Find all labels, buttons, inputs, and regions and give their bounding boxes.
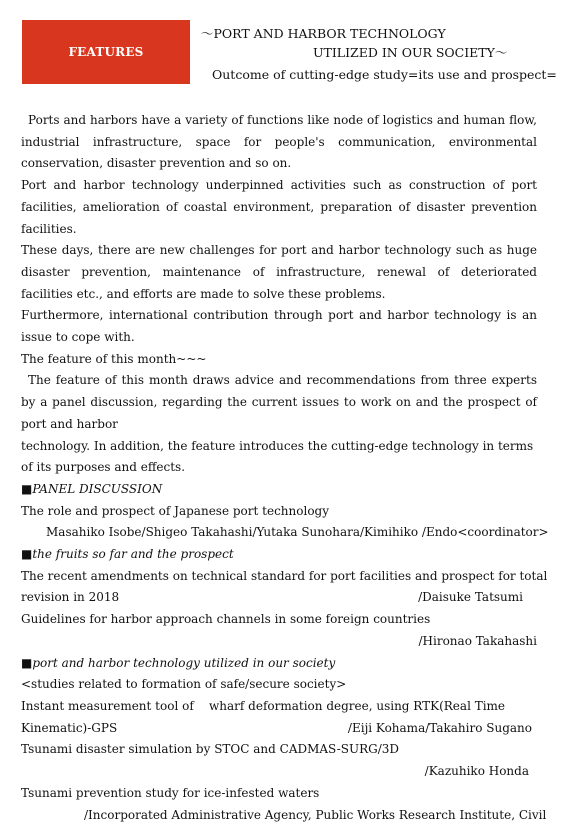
fruits-item1-author: /Daisuke Tatsumi [418,587,537,609]
feature-subtitle: Outcome of cutting-edge study=its use and prospect= [212,67,557,82]
intro-paragraph-3: These days, there are new challenges for port and harbor technology such as huge disaster prevention, maintenance of infrastructure, renewal of deteriorated facilities etc., and efforts are made to solve these problems. [21,240,537,305]
feature-title-line2: UTILIZED IN OUR SOCIETY～ [313,43,507,61]
fruits-heading: ■the fruits so far and the prospect [21,544,537,566]
article-body [21,110,537,826]
panel-title: The role and prospect of Japanese port technology [21,501,537,523]
fruits-item1-title-cont: revision in 2018 [21,587,119,609]
fruits-item1-title: The recent amendments on technical standard for port facilities and prospect for total [21,566,537,588]
society-item1-title-cont: Kinematic)-GPS [21,718,117,740]
fruits-item1-row [21,587,537,609]
society-item1-title: Instant measurement tool of wharf deformation degree, using RTK(Real Time [21,696,537,718]
feature-title-line1: ～PORT AND HARBOR TECHNOLOGY [201,24,446,42]
panel-heading: ■PANEL DISCUSSION [21,479,537,501]
fruits-item2-author: /Hironao Takahashi [21,631,537,653]
society-heading: ■port and harbor technology utilized in our society [21,653,537,675]
features-badge: FEATURES [22,20,190,84]
society-item3-author: /Incorporated Administrative Agency, Public Works Research Institute, Civil [21,805,537,826]
society-item2-author: /Kazuhiko Honda [21,761,537,783]
intro-paragraph-5: The feature of this month~~~ [21,349,537,371]
intro-paragraph-7: technology. In addition, the feature introduces the cutting-edge technology in terms of its purposes and effects. [21,436,537,479]
intro-paragraph-4: Furthermore, international contribution through port and harbor technology is an issue to cope with. [21,305,537,348]
society-item1-author: /Eiji Kohama/Takahiro Sugano [348,718,537,740]
intro-paragraph-6: The feature of this month draws advice and recommendations from three experts by a panel discussion, regarding the current issues to work on and the prospect of port and harbor [21,370,537,435]
panel-authors: Masahiko Isobe/Shigeo Takahashi/Yutaka Sunohara/Kimihiko /Endo<coordinator> [21,522,537,544]
society-item2-title: Tsunami disaster simulation by STOC and CADMAS-SURG/3D [21,739,537,761]
intro-paragraph-1: Ports and harbors have a variety of functions like node of logistics and human flow, industrial infrastructure, space for people's communication, environmental conservation, disaster prevention and so on. [21,110,537,175]
society-item3-title: Tsunami prevention study for ice-infested waters [21,783,537,805]
intro-paragraph-2: Port and harbor technology underpinned activities such as construction of port facilities, amelioration of coastal environment, preparation of disaster prevention facilities. [21,175,537,240]
society-subheading: <studies related to formation of safe/secure society> [21,674,537,696]
fruits-item2-title: Guidelines for harbor approach channels in some foreign countries [21,609,537,631]
society-item1-row [21,718,537,740]
